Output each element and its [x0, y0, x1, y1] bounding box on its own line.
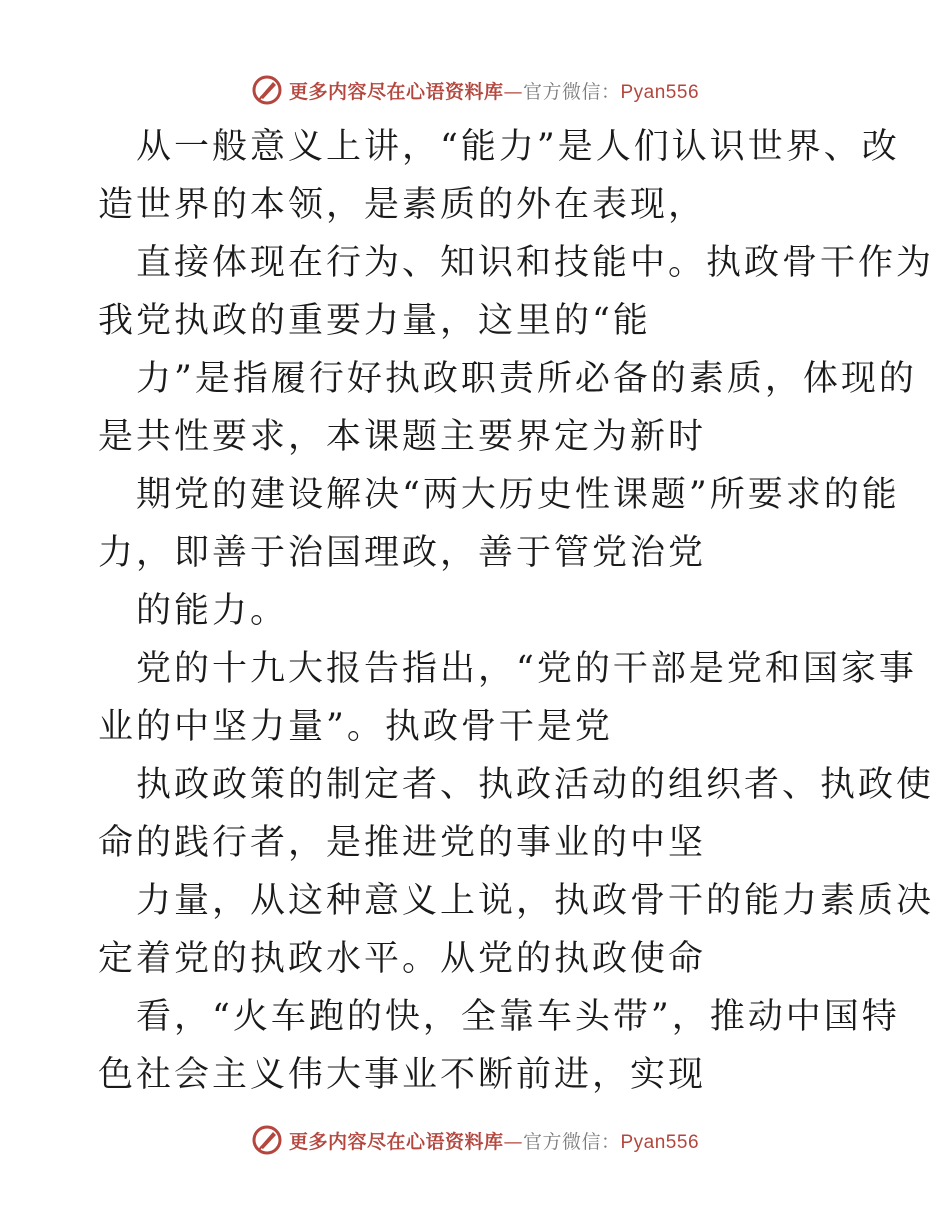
text-line: 期党的建设解决“两大历史性课题”所要求的能 [136, 475, 900, 515]
text-line: 业的中坚力量”。执政骨干是党 [98, 707, 613, 747]
text-line: 造世界的本领，是素质的外在表现， [98, 185, 707, 225]
text-line: 执政政策的制定者、执政活动的组织者、执政使 [136, 765, 935, 805]
text-line: 我党执政的重要力量，这里的“能 [98, 301, 651, 341]
watermark-text: 更多内容尽在心语资料库—官方微信：Pyan556 [288, 1130, 700, 1153]
text-line: 看，“火车跑的快，全靠车头带”，推动中国特 [136, 997, 900, 1037]
text-line: 从一般意义上讲，“能力”是人们认识世界、改 [136, 127, 900, 167]
watermark-text: 更多内容尽在心语资料库—官方微信：Pyan556 [288, 80, 700, 103]
text-line: 力”是指履行好执政职责所必备的素质，体现的 [136, 359, 917, 399]
text-line: 直接体现在行为、知识和技能中。执政骨干作为 [136, 243, 935, 283]
text-line: 定着党的执政水平。从党的执政使命 [98, 939, 707, 979]
text-line: 党的十九大报告指出，“党的干部是党和国家事 [136, 649, 917, 689]
footer-watermark [0, 1120, 950, 1160]
quill-logo-icon [251, 1124, 283, 1156]
text-line: 的能力。 [136, 591, 289, 631]
text-line: 色社会主义伟大事业不断前进，实现 [98, 1055, 707, 1095]
text-line: 是共性要求，本课题主要界定为新时 [98, 417, 707, 457]
quill-logo-icon [251, 74, 283, 106]
text-line: 力，即善于治国理政，善于管党治党 [98, 533, 707, 573]
text-line: 力量，从这种意义上说，执政骨干的能力素质决 [136, 881, 935, 921]
body-text [98, 118, 935, 1104]
text-line: 命的践行者，是推进党的事业的中坚 [98, 823, 707, 863]
header-watermark [0, 70, 950, 110]
